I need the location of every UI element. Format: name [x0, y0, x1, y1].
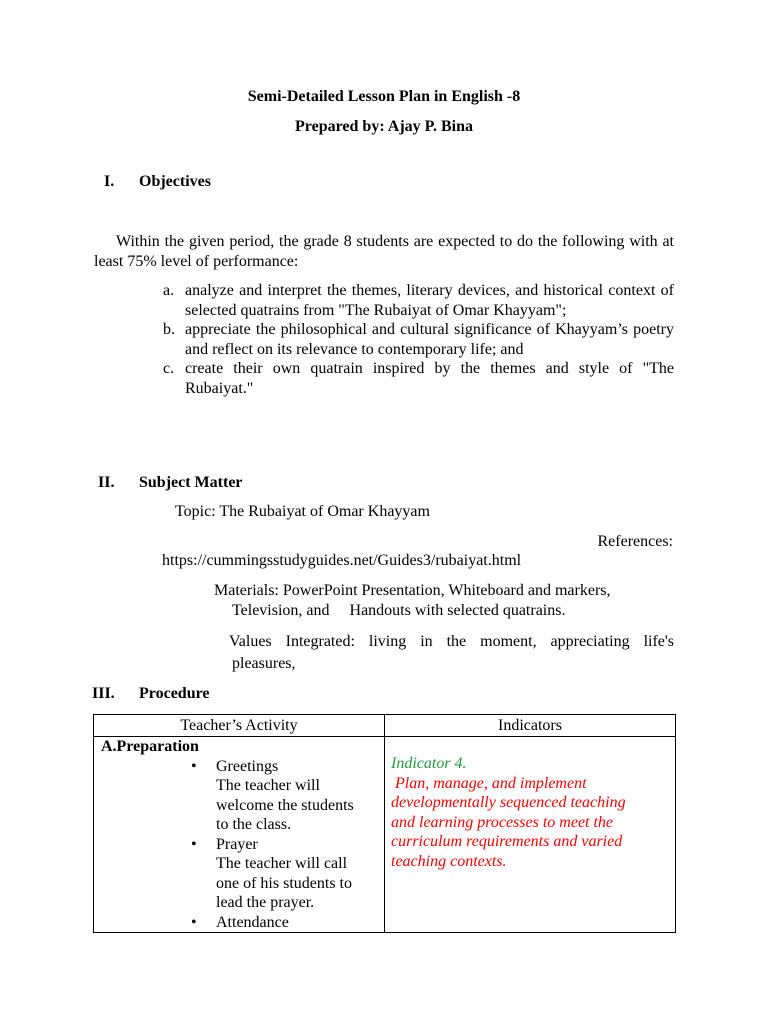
objective-text: create their own quatrain inspired by the themes and style of "The Rubaiyat.": [185, 360, 674, 397]
activity-line: to the class.: [216, 816, 292, 833]
bullet-icon: •: [191, 913, 197, 931]
objectives-list: [163, 281, 674, 398]
objective-marker: b.: [163, 321, 175, 338]
prepared-by: Prepared by: Ajay P. Bina: [295, 118, 473, 135]
references-url[interactable]: https://cummingsstudyguides.net/Guides3/rubaiyat.html: [162, 552, 522, 569]
activity-line: The teacher will: [216, 777, 320, 794]
activity-line: lead the prayer.: [216, 894, 315, 911]
indicator-cell: [385, 737, 676, 933]
objective-marker: c.: [163, 360, 175, 377]
materials-line-2: Television, and Handouts with selected quatrains.: [232, 602, 566, 619]
activity-line: welcome the students: [216, 796, 354, 814]
objective-item: [163, 359, 674, 398]
activity-line: one of his students to: [216, 874, 352, 892]
objective-text: analyze and interpret the themes, literary devices, and historical context of selected quatrains from "The Rubaiyat of Omar Khayyam";: [185, 282, 674, 319]
section-numeral-1: I.: [104, 173, 115, 190]
indicator-line: curriculum requirements and varied: [391, 833, 623, 850]
references-label: References:: [597, 533, 673, 550]
indicator-line: Plan, manage, and implement: [391, 774, 587, 792]
objective-marker: a.: [163, 282, 175, 299]
values-line-2: pleasures,: [232, 655, 296, 672]
section-heading-objectives: Objectives: [139, 173, 211, 190]
section-heading-procedure: Procedure: [139, 685, 210, 702]
preparation-heading: A.Preparation: [101, 738, 199, 755]
materials-line-1: Materials: PowerPoint Presentation, Whiteboard and markers,: [214, 582, 611, 599]
document-title: Semi-Detailed Lesson Plan in English -8: [247, 88, 521, 105]
activity-cell: [94, 737, 385, 933]
indicator-line: and learning processes to meet the: [391, 813, 614, 831]
objective-text: appreciate the philosophical and cultural significance of Khayyam’s poetry and reflect on its relevance to contemporary life; and: [185, 321, 674, 358]
column-header-indicators: Indicators: [385, 715, 676, 737]
bullet-icon: •: [191, 835, 197, 853]
section-heading-subject-matter: Subject Matter: [139, 474, 243, 491]
column-header-activity: Teacher’s Activity: [94, 715, 385, 737]
activity-item: [191, 913, 384, 933]
bullet-icon: •: [191, 757, 197, 775]
activity-title: Greetings: [216, 757, 279, 775]
objective-item: [163, 320, 674, 359]
objective-item: [163, 281, 674, 320]
values-line-1: Values Integrated: living in the moment, appreciating life's: [229, 633, 674, 650]
indicator-line: developmentally sequenced teaching: [391, 794, 626, 811]
indicator-line: teaching contexts.: [391, 852, 507, 870]
topic-line: Topic: The Rubaiyat of Omar Khayyam: [175, 503, 430, 520]
indicator-label: Indicator 4.: [391, 755, 467, 772]
table-row: [94, 737, 676, 933]
procedure-table: [93, 714, 676, 933]
activity-item: [191, 835, 384, 913]
table-header-row: [94, 715, 676, 737]
activity-item: [191, 757, 384, 835]
objectives-intro: Within the given period, the grade 8 students are expected to do the following with at least 75% level of performance:: [94, 233, 674, 270]
section-numeral-2: II.: [98, 474, 115, 491]
activity-title: Prayer: [216, 835, 258, 853]
section-numeral-3: III.: [92, 685, 115, 702]
activity-list: [94, 757, 384, 933]
activity-line: The teacher will call: [216, 855, 348, 872]
activity-title: Attendance: [216, 913, 289, 931]
